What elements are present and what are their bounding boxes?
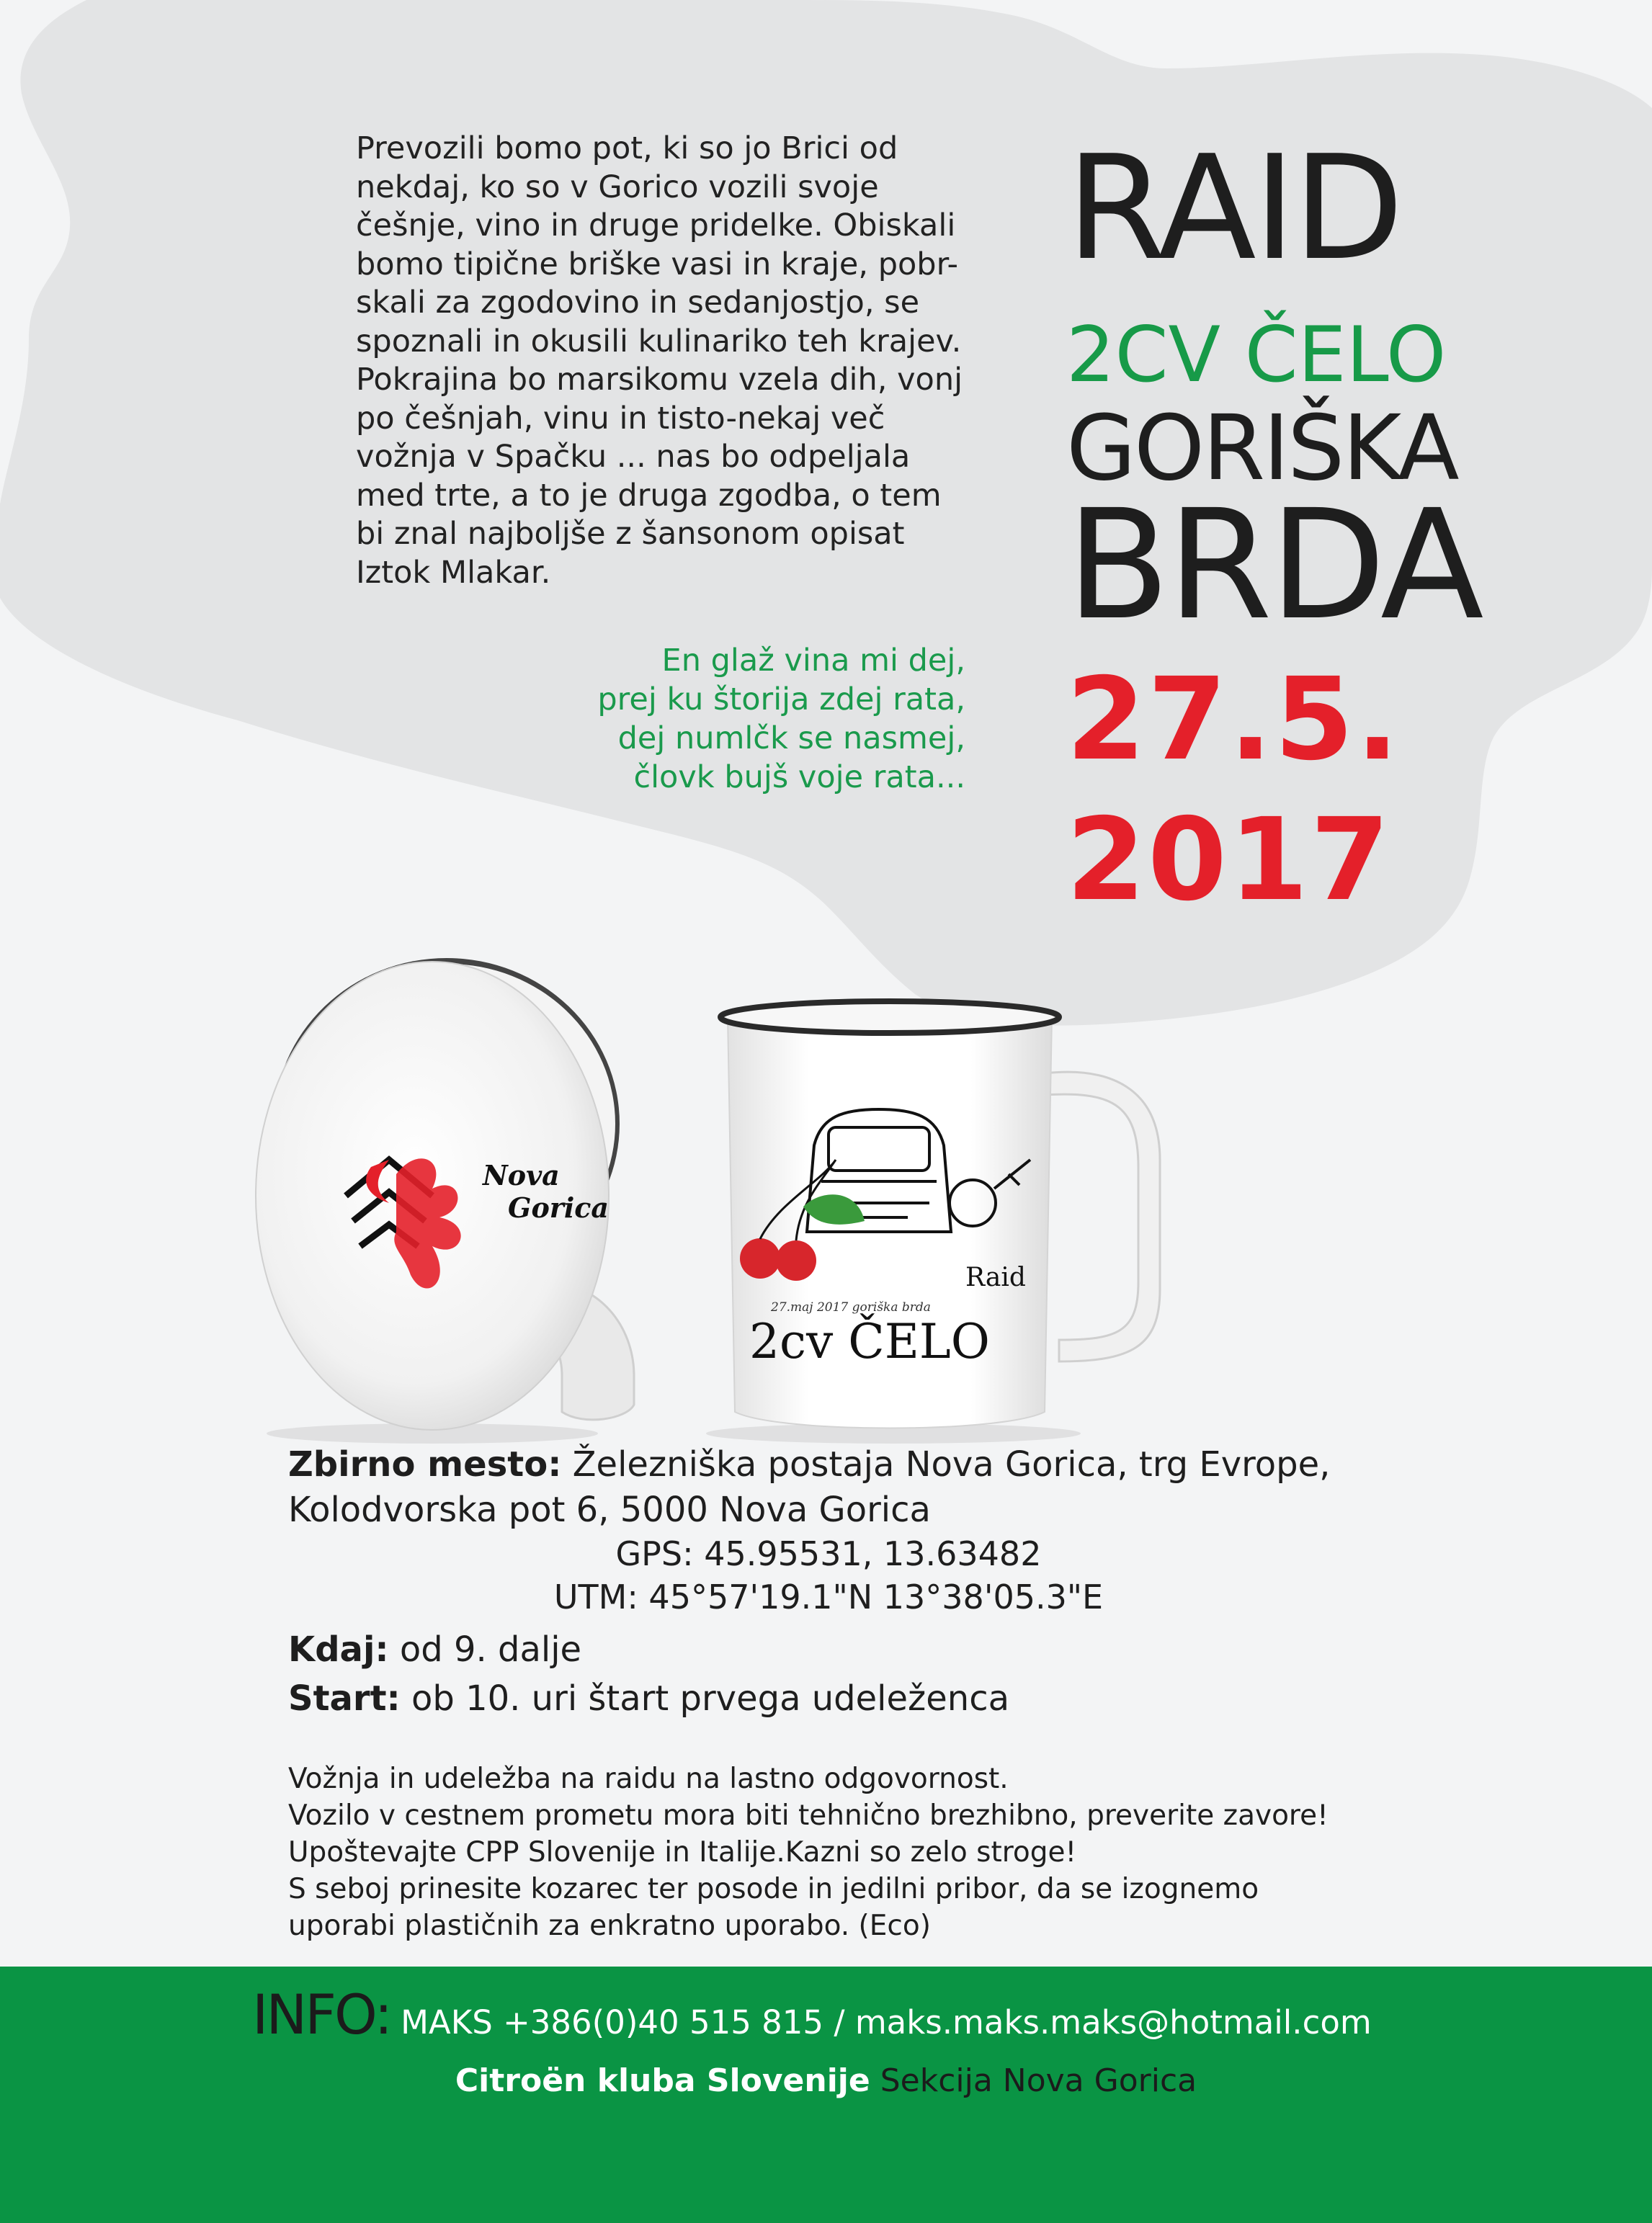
verse-line: En glaž vina mi dej, [661,643,965,679]
logo-text-nova: Nova [483,1159,560,1191]
mugs-illustration [245,944,1499,1448]
meeting-address: Kolodvorska pot 6, 5000 Nova Gorica [288,1490,931,1530]
title-date: 27.5. [1066,653,1401,786]
verse-line: prej ku štorija zdej rata, [597,681,965,717]
verse [504,641,965,797]
info-label: INFO: [252,1982,391,2047]
intro-line: Iztok Mlakar. [356,554,551,591]
rule-line: Vozilo v cestnem prometu mora biti tehnično brezhibno, preverite zavore! [288,1799,1329,1832]
intro-line: spoznali in okusili kulinariko teh krajev. [356,323,962,359]
club-name: Citroën kluba Slovenije [455,2062,870,2099]
meeting-value: Železniška postaja Nova Gorica, trg Evrope, [561,1444,1331,1485]
meeting-label: Zbirno mesto: [288,1444,562,1485]
when-label: Kdaj: [288,1629,389,1670]
intro-line: Prevozili bomo pot, ki so jo Brici od [356,130,898,166]
verse-line: dej numlčk se nasmej, [617,720,965,756]
title-place-2: BRDA [1066,477,1481,653]
mug-tagline: 27.maj 2017 goriška brda [771,1300,931,1315]
rule-line: Upoštevajte CPP Slovenije in Italije.Kazni so zelo stroge! [288,1836,1077,1869]
left-mug [256,958,634,1444]
rule-line: Vožnja in udeležba na raidu na lastno odgovornost. [288,1763,1009,1795]
intro-line: češnje, vino in druge pridelke. Obiskali [356,207,956,243]
intro-line: po češnjah, vinu in tisto-nekaj več [356,400,885,437]
meeting-line [288,1444,1330,1485]
club-section: Sekcija Nova Gorica [880,2062,1197,2099]
intro-line: skali za zgodovino in sedanjostjo, se [356,285,920,321]
mug-raid-text: Raid [965,1263,1026,1292]
intro-line: nekdaj, ko so v Gorico vozili svoje [356,169,879,205]
start-label: Start: [288,1678,401,1719]
title-raid: RAID [1066,125,1401,292]
mug-name-text: 2cv ČELO [749,1314,990,1369]
intro-line: bomo tipične briške vasi in kraje, pobr- [356,246,959,282]
intro-line: bi znal najboljše z šansonom opisat [356,516,905,552]
rule-line: S seboj prinesite kozarec ter posode in jedilni pribor, da se izognemo [288,1873,1259,1905]
when-value: od 9. dalje [388,1629,582,1670]
intro-line: Pokrajina bo marsikomu vzela dih, vonj [356,362,963,398]
verse-line: človk bujš voje rata... [633,759,965,795]
title-place-1: GORIŠKA [1066,396,1457,501]
info-contact[interactable]: MAKS +386(0)40 515 815 / maks.maks.maks@hotmail.com [401,2003,1372,2041]
intro-line: med trte, a to je druga zgodba, o tem [356,477,942,514]
rules [288,1761,1513,1944]
logo-text-gorica: Gorica [508,1191,610,1224]
intro-paragraph [356,130,965,592]
footer-club [0,2062,1652,2099]
title-car: 2CV ČELO [1066,310,1447,399]
start-line [288,1678,1009,1719]
footer-info [252,1982,1372,2047]
start-value: ob 10. uri štart prvega udeleženca [400,1678,1009,1719]
gps-coordinates: GPS: 45.95531, 13.63482 [615,1534,1042,1573]
intro-line: vožnja v Spačku ... nas bo odpeljala [356,439,911,475]
right-mug [706,1001,1160,1444]
rule-line: uporabi plastičnih za enkratno uporabo. (Eco) [288,1910,931,1942]
title-year: 2017 [1066,794,1392,926]
utm-coordinates: UTM: 45°57'19.1"N 13°38'05.3"E [553,1578,1104,1616]
when-line [288,1629,581,1670]
